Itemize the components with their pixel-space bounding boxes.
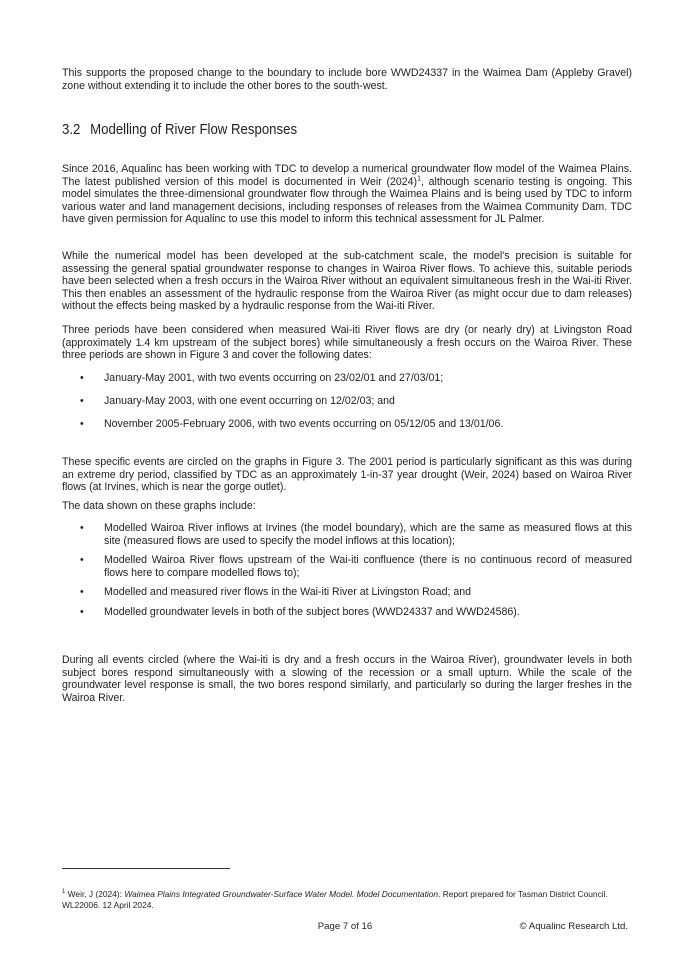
page-number: Page 7 of 16 (317, 921, 373, 932)
copyright-notice: © Aqualinc Research Ltd. (519, 921, 628, 932)
periods-list (62, 372, 632, 431)
list-item-text: Modelled Wairoa River inflows at Irvines (the model boundary), which are the same as measured flows at this site (measured flows are used to specify the model inflows at this location); (104, 522, 632, 547)
list-item (62, 395, 632, 408)
paragraph-data-shown: The data shown on these graphs include: (62, 500, 256, 512)
bullet-glyph: • (80, 417, 84, 430)
footnote-ref[interactable]: 1 (417, 175, 421, 183)
list-item (62, 586, 632, 599)
paragraph-model-intro (62, 163, 632, 226)
list-item (62, 372, 632, 385)
bullet-glyph: • (80, 372, 84, 384)
data-list (62, 522, 632, 619)
bullet-glyph: • (80, 394, 84, 407)
list-item-text: Modelled Wairoa River flows upstream of the Wai-iti confluence (there is no continuous record of measured flows here to compare modelled flows to); (104, 554, 632, 579)
list-item-text: November 2005-February 2006, with two events occurring on 05/12/05 and 13/01/06. (104, 417, 504, 430)
section-title: Modelling of River Flow Responses (90, 121, 298, 138)
list-item (62, 554, 632, 579)
list-item (62, 418, 632, 431)
list-item (62, 606, 632, 619)
paragraph-model-precision: While the numerical model has been developed at the sub-catchment scale, the model's precision is suitable for assessing the general spatial groundwater response to changes in Wairoa River flows. To achieve this, suitable periods have been selected when a fresh occurs in the Wairoa River without an equivalent simultaneous fresh in the Wai-iti River. This then enables an assessment of the hydraulic response from the Wairoa River (as might occur due to dam releases) without the effects being masked by a hydraulic response from the Wai-iti River. (62, 250, 632, 313)
footnote-title: Waimea Plains Integrated Groundwater-Surface Water Model. Model Documentation (124, 889, 439, 899)
list-item-text: Modelled groundwater levels in both of the subject bores (WWD24337 and WWD24586). (104, 605, 520, 618)
list-item (62, 522, 632, 547)
list-item-text: Modelled and measured river flows in the Wai-iti River at Livingston Road; and (104, 586, 472, 599)
paragraph-events-response: During all events circled (where the Wai-iti is dry and a fresh occurs in the Wairoa River), groundwater levels in both subject bores respond simultaneously with a slowing of the recession or a small upturn. While the scale of the groundwater level response is small, the two bores respond similarly, and particularly so during the larger freshes in the Wairoa River. (62, 654, 632, 704)
paragraph-model-intro-text: Since 2016, Aqualinc has been working with TDC to develop a numerical groundwater flow model of the Waimea Plains. The latest published version of this model is documented in Weir (2024) (62, 163, 632, 188)
paragraph-model-intro-text-cont: , although scenario testing is ongoing. This model simulates the three-dimensional groundwater flow through the Waimea Plains and is being used by TDC to inform various water and land management decisions, including responses of releases from the Waimea Community Dam. TDC have given permission for Aqualinc to use this model to inform this technical assessment for JL Palmer. (62, 175, 632, 226)
intro-paragraph: This supports the proposed change to the boundary to include bore WWD24337 in the Waimea Dam (Appleby Gravel) zone without extending it to include the other bores to the south-west. (62, 67, 632, 92)
paragraph-periods-intro: Three periods have been considered when measured Wai-iti River flows are dry (or nearly dry) at Livingston Road (approximately 1.4 km upstream of the subject bores) while simultaneously a fresh occurs on the Wairoa River. These three periods are shown in Figure 3 and cover the following dates: (62, 324, 632, 362)
section-heading (62, 120, 297, 140)
footnote-details: . Report prepared for Tasman District Council. WL22006. 12 April 2024. (62, 889, 608, 910)
bullet-glyph: • (80, 554, 84, 567)
section-number: 3.2 (62, 121, 81, 138)
list-item-text: January-May 2003, with one event occurring on 12/02/03; and (104, 394, 395, 407)
footnote-mark: 1 (62, 889, 66, 896)
bullet-glyph: • (80, 522, 84, 534)
footnote (62, 889, 632, 911)
footnote-divider (62, 868, 230, 869)
list-item-text: January-May 2001, with two events occurring on 23/02/01 and 27/03/01; (104, 372, 444, 384)
paragraph-specific-events: These specific events are circled on the graphs in Figure 3. The 2001 period is particularly significant as this was during an extreme dry period, classified by TDC as an approximately 1-in-37 year drought (Weir, 2024) based on Wairoa River flows (at Irvines, which is near the gorge outlet). (62, 456, 632, 494)
bullet-glyph: • (80, 605, 84, 618)
bullet-glyph: • (80, 586, 84, 599)
footnote-authors: Weir, J (2024): (65, 889, 125, 899)
